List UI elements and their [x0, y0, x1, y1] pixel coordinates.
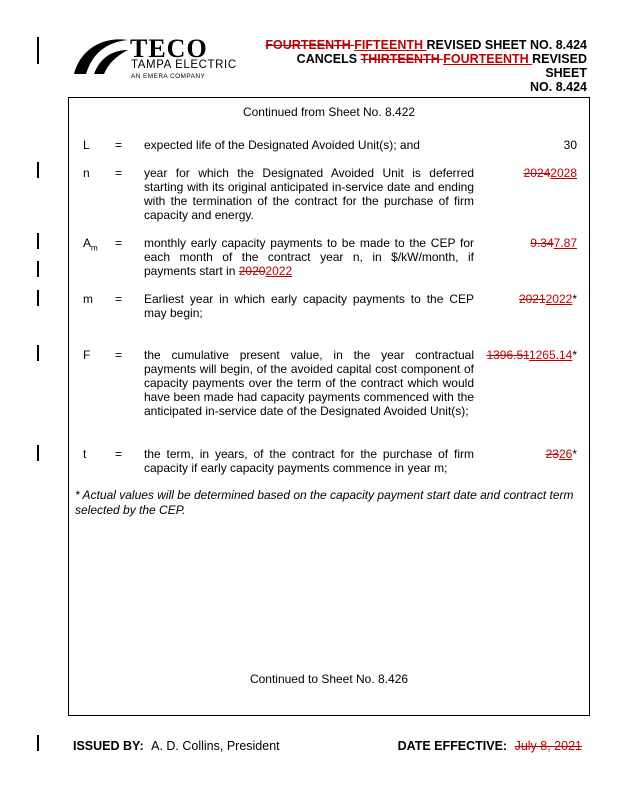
equals-sign: = [115, 292, 123, 306]
sheet-body [68, 97, 590, 716]
continued-to: Continued to Sheet No. 8.426 [249, 672, 409, 686]
issued-by-value: A. D. Collins, President [151, 739, 280, 753]
equals-sign: = [115, 447, 123, 461]
change-bar [37, 445, 39, 461]
change-bar [37, 261, 39, 277]
date-effective-value: July 8, 2021 [514, 739, 582, 753]
definition-text: year for which the Designated Avoided Unit is deferred starting with its original anticipated in-service date and ending with the termination of the contract for the purchase of firm capacity and energy. [144, 166, 474, 222]
change-bar [37, 162, 39, 178]
definition-symbol: F [83, 348, 91, 362]
definition-value: 20242028 [523, 166, 577, 180]
definition-text: monthly early capacity payments to be made to the CEP for each month of the contract year n, in $/kW/month, if payments start in 20202022 [144, 236, 474, 278]
equals-sign: = [115, 236, 123, 250]
header-line-2: CANCELS THIRTEENTH FOURTEENTH REVISED SHEET [296, 52, 587, 80]
logo-wordmark: TECO [130, 34, 208, 63]
definition-text: the term, in years, of the contract for the purchase of firm capacity if early capacity payments commence in year m; [144, 447, 474, 475]
change-bar [37, 290, 39, 306]
change-bar [37, 233, 39, 249]
continued-from: Continued from Sheet No. 8.422 [242, 105, 416, 119]
change-bar [37, 37, 39, 64]
definition-value: 30 [563, 138, 577, 152]
equals-sign: = [115, 348, 123, 362]
logo-tagline: AN EMERA COMPANY [131, 73, 206, 80]
definition-text: expected life of the Designated Avoided Unit(s); and [144, 138, 420, 152]
definition-value: 20212022* [518, 292, 577, 306]
sheet-header [257, 38, 587, 94]
definition-value: 2326* [545, 447, 577, 461]
footnote: * Actual values will be determined based on the capacity payment start date and contract term selected by the CEP. [75, 488, 574, 517]
definition-value: 9.347.87 [530, 236, 577, 250]
header-line-1: FOURTEENTH FIFTEENTH REVISED SHEET NO. 8.424 [265, 38, 587, 52]
logo-swoosh-icon [72, 34, 130, 76]
definition-symbol: m [83, 292, 93, 306]
issued-by [73, 739, 280, 753]
date-effective [398, 739, 582, 753]
equals-sign: = [115, 166, 123, 180]
definition-text: Earliest year in which early capacity payments to the CEP may begin; [144, 292, 474, 320]
company-logo [72, 34, 252, 84]
equals-sign: = [115, 138, 123, 152]
logo-subtitle: TAMPA ELECTRIC [131, 59, 237, 71]
change-bar [37, 735, 39, 751]
definition-symbol: t [83, 447, 87, 461]
change-bar [37, 345, 39, 361]
definition-symbol: $A_m$ [83, 236, 98, 253]
date-effective-label: DATE EFFECTIVE: [397, 739, 508, 753]
definition-value: 1396.511265.14* [486, 348, 577, 362]
header-line-3: NO. 8.424 [530, 80, 587, 94]
definition-symbol: n [83, 166, 90, 180]
issued-by-label: ISSUED BY: [73, 739, 144, 753]
definition-symbol: L [83, 138, 90, 152]
definition-text: the cumulative present value, in the year contractual payments will begin, of the avoided capital cost component of capacity payments over the term of the contract which would have been made had capacity payments commenced with the anticipated in-service date of the Designated Avoided Unit(s); [144, 348, 474, 418]
